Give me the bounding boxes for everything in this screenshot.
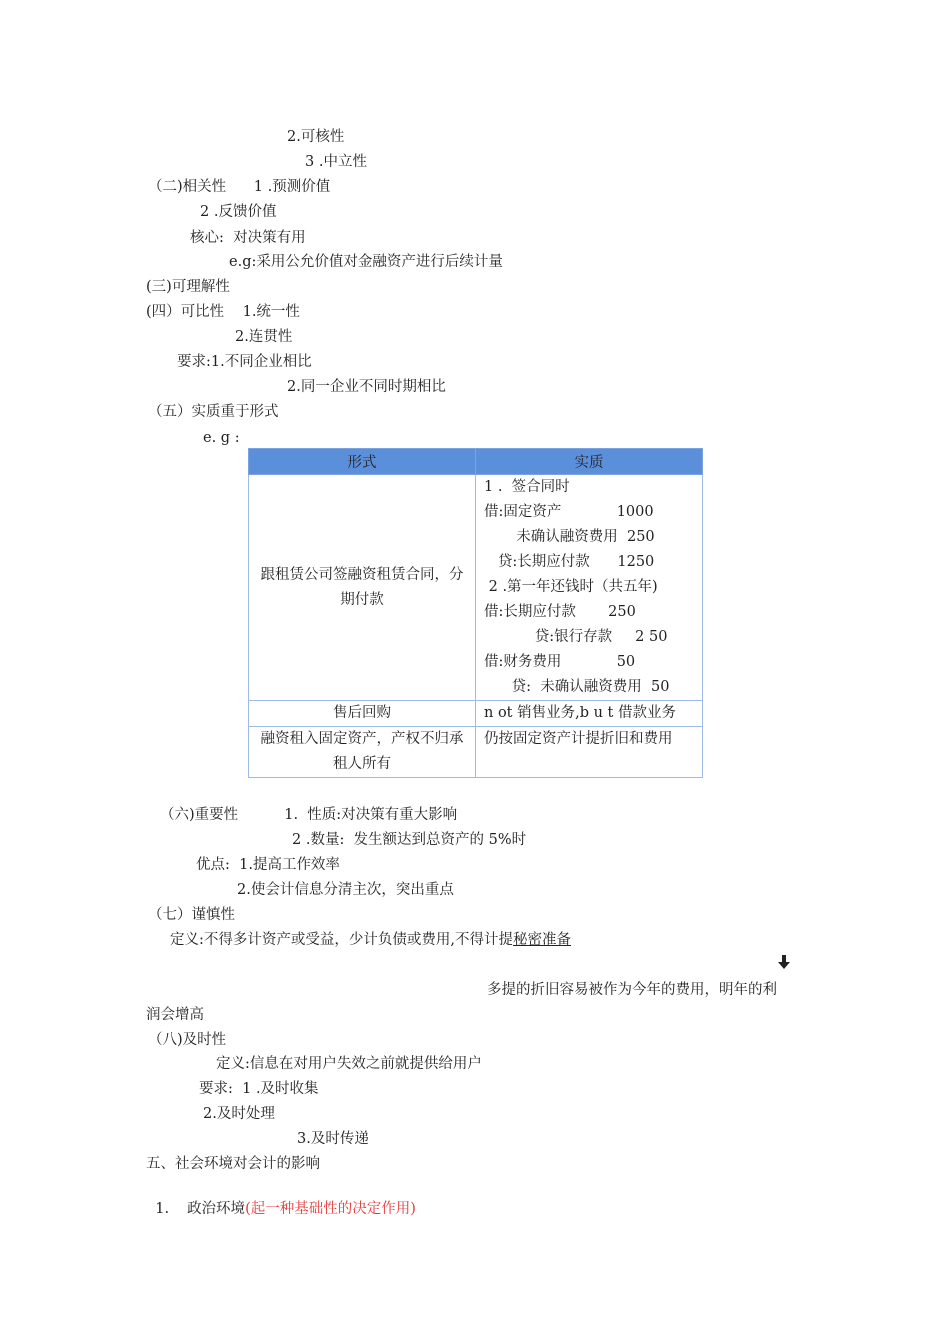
table-row bbox=[249, 475, 703, 701]
down-arrow-icon bbox=[778, 955, 790, 973]
finance-lease-substance-text: 仍按固定资产计提折旧和费用 bbox=[484, 731, 673, 747]
text-line bbox=[170, 930, 571, 950]
table-cell-substance bbox=[476, 475, 703, 701]
text-line: 要求: 1 .及时收集 bbox=[199, 1081, 319, 1097]
section-heading: （五）实质重于形式 bbox=[148, 404, 279, 420]
text-line: 定义:信息在对用户失效之前就提供给用户 bbox=[216, 1056, 482, 1072]
text-line: 润会增高 bbox=[146, 1007, 204, 1023]
text-line: (四）可比性 1.统一性 bbox=[146, 304, 300, 320]
table-row bbox=[249, 727, 703, 778]
journal-entry-line: 借:财务费用 50 bbox=[484, 654, 636, 670]
text-line: 2.同一企业不同时期相比 bbox=[287, 379, 446, 395]
text-line: 优点: 1.提高工作效率 bbox=[196, 857, 340, 873]
political-environment: 政治环境 bbox=[187, 1201, 246, 1217]
text-line: 2.使会计信息分清主次，突出重点 bbox=[237, 882, 454, 898]
table-cell-substance bbox=[476, 727, 703, 778]
table-cell-substance bbox=[476, 701, 703, 727]
table-cell-form bbox=[249, 701, 476, 727]
table-cell-form bbox=[249, 727, 476, 778]
table-header-substance: 实质 bbox=[476, 449, 703, 475]
table-row bbox=[249, 701, 703, 727]
text-line bbox=[146, 1179, 416, 1219]
journal-entry-line: 借:固定资产 1000 bbox=[484, 504, 654, 520]
text-line: 核心: 对决策有用 bbox=[190, 230, 306, 246]
finance-lease-form-text: 融资租入固定资产，产权不归承租人所有 bbox=[260, 731, 464, 772]
table-header-row bbox=[249, 449, 703, 475]
text-line: （二)相关性 1 .预测价值 bbox=[148, 179, 331, 195]
text-line: 要求:1.不同企业相比 bbox=[177, 354, 312, 370]
journal-entry-line: 贷: 未确认融资费用 50 bbox=[484, 679, 670, 695]
repurchase-form-text: 售后回购 bbox=[333, 705, 391, 721]
text-line: 2.连贯性 bbox=[235, 329, 293, 345]
journal-entry-line: 1 . 签合同时 bbox=[484, 479, 570, 495]
journal-entry-line: 贷:银行存款 2 50 bbox=[484, 629, 668, 645]
section-heading: （六)重要性 1. 性质:对决策有重大影响 bbox=[160, 807, 458, 823]
section-heading: （八)及时性 bbox=[148, 1032, 227, 1048]
journal-entry-line: 贷:长期应付款 1250 bbox=[484, 554, 655, 570]
secret-reserve-term: 秘密准备 bbox=[513, 932, 571, 948]
journal-entry-line: 未确认融资费用 250 bbox=[484, 529, 655, 545]
prudence-definition: 定义:不得多计资产或受益，少计负债或费用,不得计提 bbox=[170, 932, 513, 948]
political-environment-note: (起一种基础性的决定作用) bbox=[245, 1201, 416, 1217]
text-line: 多提的折旧容易被作为今年的费用，明年的利 bbox=[487, 982, 777, 998]
text-line: (三)可理解性 bbox=[146, 279, 230, 295]
substance-over-form-table bbox=[248, 448, 703, 778]
journal-entry-line: 2 .第一年还钱时（共五年) bbox=[484, 579, 658, 595]
section-heading: 五、社会环境对会计的影响 bbox=[146, 1156, 320, 1172]
table-header-form: 形式 bbox=[249, 449, 476, 475]
text-line: 2 .数量: 发生额达到总资产的 5%时 bbox=[292, 832, 527, 848]
text-line: e. g : bbox=[203, 430, 240, 446]
text-line: 3.及时传递 bbox=[297, 1131, 369, 1147]
table-cell-form bbox=[249, 475, 476, 701]
text-line: 2.及时处理 bbox=[203, 1106, 275, 1122]
text-line: 3 .中立性 bbox=[305, 154, 367, 170]
text-line: 2.可核性 bbox=[287, 129, 345, 145]
list-number: 1. bbox=[155, 1201, 170, 1217]
repurchase-substance-text: n ot 销售业务,b u t 借款业务 bbox=[484, 705, 676, 721]
text-line: 2 .反馈价值 bbox=[200, 204, 277, 220]
text-line: e.g:采用公允价值对金融资产进行后续计量 bbox=[229, 254, 503, 270]
journal-entry-line: 借:长期应付款 250 bbox=[484, 604, 636, 620]
section-heading: （七）谨慎性 bbox=[148, 907, 235, 923]
lease-form-text: 跟租赁公司签融资租赁合同，分期付款 bbox=[260, 566, 464, 608]
